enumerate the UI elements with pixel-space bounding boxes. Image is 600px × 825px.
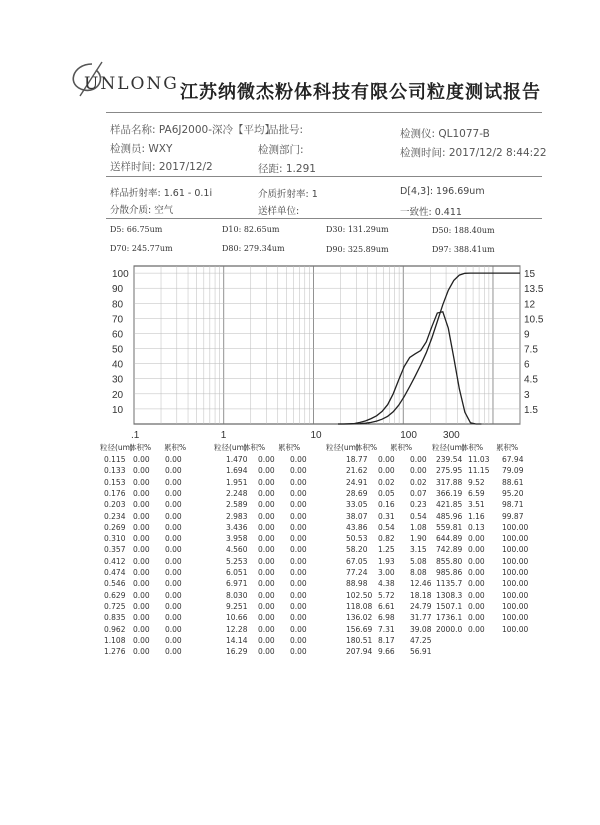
y-left-tick-label: 80: [112, 299, 124, 311]
table-cell: 1.470: [226, 455, 248, 464]
y-left-tick-label: 30: [112, 374, 124, 386]
table-cell: 100.00: [502, 624, 529, 634]
table-cell: 100.00: [502, 522, 529, 532]
table-cell: 3.00: [378, 568, 395, 577]
table-cell: 4.560: [226, 545, 248, 555]
table-cell: 21.62: [346, 466, 368, 476]
table-cell: 0.310: [104, 534, 126, 544]
table-cell: 6.61: [378, 601, 395, 611]
table-cell: 0.00: [258, 635, 275, 645]
table-cell: 7.31: [378, 624, 395, 634]
table-header-cell: 累积%: [390, 443, 413, 452]
table-cell: 0.474: [104, 568, 126, 577]
table-cell: 2000.0: [436, 624, 463, 634]
d5-value: D5: 66.75um: [110, 225, 163, 234]
table-cell: 1308.3: [436, 590, 463, 600]
table-cell: 1.276: [104, 647, 126, 657]
test-time: 检测时间: 2017/12/2 8:44:22: [400, 147, 547, 159]
table-cell: 5.72: [378, 590, 395, 600]
table-cell: 0.00: [133, 579, 150, 589]
x-tick-label: 300: [443, 430, 460, 441]
table-cell: 0.00: [133, 511, 150, 521]
table-cell: 0.00: [258, 601, 275, 611]
table-cell: 0.00: [165, 556, 182, 566]
table-cell: 33.05: [346, 500, 368, 510]
table-cell: 366.19: [436, 488, 463, 498]
d80-value: D80: 279.34um: [222, 244, 285, 253]
table-cell: 317.88: [436, 477, 463, 487]
table-cell: 0.00: [133, 500, 150, 510]
table-header-cell: 粒径(um): [432, 443, 465, 452]
dispersion-medium: 分散介质: 空气: [110, 205, 174, 216]
table-cell: 0.00: [165, 624, 182, 634]
table-cell: 24.91: [346, 477, 368, 487]
y-right-tick-label: 4.5: [524, 374, 538, 386]
table-cell: 28.69: [346, 488, 368, 498]
table-cell: 1507.1: [436, 601, 463, 611]
table-cell: 18.18: [410, 590, 432, 600]
table-cell: 0.00: [258, 466, 275, 476]
table-cell: 0.00: [133, 477, 150, 487]
table-cell: 156.69: [346, 624, 373, 634]
table-cell: 855.80: [436, 556, 463, 566]
table-cell: 31.77: [410, 613, 432, 623]
table-cell: 8.08: [410, 568, 427, 577]
table-cell: 3.51: [468, 500, 485, 510]
y-right-tick-label: 3: [524, 389, 530, 401]
table-cell: 1736.1: [436, 613, 463, 623]
table-cell: 985.86: [436, 568, 463, 577]
table-cell: 16.29: [226, 647, 248, 657]
y-left-tick-label: 100: [112, 269, 129, 281]
table-cell: 485.96: [436, 511, 463, 521]
medium-refractive-index: 介质折射率: 1: [258, 189, 318, 200]
table-cell: 0.176: [104, 488, 126, 498]
table-cell: 0.133: [104, 466, 126, 476]
table-cell: 0.00: [468, 568, 485, 577]
table-cell: 2.248: [226, 488, 248, 498]
params-rule: [106, 218, 542, 219]
table-cell: 47.25: [410, 635, 432, 645]
header-rule: [106, 112, 542, 113]
y-left-tick-label: 50: [112, 344, 124, 356]
sample-refractive-index: 样品折射率: 1.61 - 0.1i: [110, 188, 213, 199]
table-cell: 10.66: [226, 613, 248, 623]
table-header-cell: 粒径(um): [214, 443, 247, 452]
table-cell: 99.87: [502, 511, 524, 521]
x-tick-label: .1: [131, 430, 140, 441]
table-cell: 239.54: [436, 455, 463, 464]
table-cell: 0.00: [165, 545, 182, 555]
table-cell: 0.54: [410, 511, 427, 521]
table-cell: 0.00: [410, 466, 427, 476]
table-cell: 0.00: [133, 590, 150, 600]
table-cell: 3.15: [410, 545, 427, 555]
table-cell: 0.00: [468, 579, 485, 589]
table-cell: 0.00: [290, 466, 307, 476]
table-cell: 0.00: [290, 455, 307, 464]
table-cell: 0.00: [133, 455, 150, 464]
table-cell: 1.90: [410, 534, 427, 544]
y-right-tick-label: 12: [524, 299, 536, 311]
d30-value: D30: 131.29um: [326, 225, 389, 234]
table-cell: 58.20: [346, 545, 368, 555]
table-cell: 644.89: [436, 534, 463, 544]
table-cell: 1135.7: [436, 579, 463, 589]
d90-value: D90: 325.89um: [326, 245, 389, 254]
table-cell: 100.00: [502, 545, 529, 555]
size-distribution-table: [100, 442, 550, 672]
table-cell: 0.00: [290, 635, 307, 645]
table-cell: 0.00: [290, 647, 307, 657]
table-cell: 0.00: [378, 455, 395, 464]
table-cell: 0.00: [290, 511, 307, 521]
y-left-tick-label: 20: [112, 389, 124, 401]
table-cell: 56.91: [410, 647, 432, 657]
logo-text: UNLONG: [84, 74, 179, 94]
table-header-cell: 粒径(um): [100, 443, 133, 452]
report-title: 江苏纳微杰粉体科技有限公司粒度测试报告: [180, 82, 541, 103]
table-cell: 0.00: [165, 488, 182, 498]
table-cell: 0.00: [290, 488, 307, 498]
table-cell: 3.436: [226, 522, 248, 532]
table-cell: 100.00: [502, 568, 529, 577]
send-time: 送样时间: 2017/12/2: [110, 161, 213, 173]
table-cell: 136.02: [346, 613, 373, 623]
x-tick-label: 10: [310, 430, 322, 441]
y-right-tick-label: 9: [524, 329, 530, 341]
table-cell: 0.00: [165, 534, 182, 544]
y-left-tick-label: 60: [112, 329, 124, 341]
table-cell: 11.03: [468, 455, 490, 464]
table-cell: 0.00: [258, 534, 275, 544]
table-cell: 0.00: [468, 556, 485, 566]
table-cell: 0.00: [165, 568, 182, 577]
table-cell: 88.61: [502, 477, 524, 487]
table-cell: 95.20: [502, 488, 524, 498]
table-cell: 67.05: [346, 556, 368, 566]
table-cell: 67.94: [502, 455, 524, 464]
table-cell: 0.00: [165, 647, 182, 657]
table-cell: 2.983: [226, 511, 248, 521]
table-cell: 0.00: [468, 545, 485, 555]
batch-no: 品批号:: [268, 124, 304, 136]
table-cell: 0.00: [133, 545, 150, 555]
table-cell: 0.00: [290, 522, 307, 532]
table-cell: 77.24: [346, 568, 368, 577]
table-cell: 38.07: [346, 511, 368, 521]
sample-name: 样品名称: PA6J2000-深冷【平均】: [110, 124, 276, 136]
table-cell: 79.09: [502, 466, 524, 476]
table-cell: 0.00: [290, 624, 307, 634]
table-header-cell: 累积%: [496, 443, 519, 452]
table-cell: 0.00: [133, 488, 150, 498]
table-cell: 0.412: [104, 556, 126, 566]
table-cell: 24.79: [410, 601, 432, 611]
table-cell: 0.00: [165, 455, 182, 464]
table-header-cell: 累积%: [278, 443, 301, 452]
x-tick-label: 1: [220, 430, 227, 441]
table-cell: 0.00: [133, 522, 150, 532]
table-cell: 6.59: [468, 488, 485, 498]
table-cell: 0.00: [258, 500, 275, 510]
table-header-cell: 体积%: [355, 443, 378, 452]
y-left-tick-label: 70: [112, 314, 124, 326]
table-cell: 50.53: [346, 534, 368, 544]
table-cell: 0.07: [410, 488, 427, 498]
table-cell: 0.00: [258, 647, 275, 657]
table-cell: 100.00: [502, 613, 529, 623]
table-cell: 0.00: [258, 590, 275, 600]
info-rule: [106, 176, 542, 177]
table-header-cell: 累积%: [164, 443, 187, 452]
table-cell: 0.00: [165, 613, 182, 623]
table-cell: 0.00: [468, 624, 485, 634]
table-cell: 5.253: [226, 556, 248, 566]
table-cell: 0.00: [258, 545, 275, 555]
table-cell: 0.00: [290, 545, 307, 555]
table-cell: 0.00: [165, 590, 182, 600]
table-cell: 559.81: [436, 522, 463, 532]
table-cell: 0.00: [133, 613, 150, 623]
table-cell: 1.108: [104, 635, 126, 645]
table-cell: 12.28: [226, 624, 248, 634]
table-cell: 8.030: [226, 590, 248, 600]
table-cell: 0.00: [258, 522, 275, 532]
table-cell: 0.00: [165, 522, 182, 532]
table-cell: 3.958: [226, 534, 248, 544]
y-right-tick-label: 15: [524, 269, 536, 281]
table-cell: 0.00: [133, 466, 150, 476]
table-cell: 100.00: [502, 590, 529, 600]
table-cell: 0.725: [104, 601, 126, 611]
table-cell: 9.52: [468, 477, 485, 487]
table-cell: 0.00: [258, 613, 275, 623]
table-cell: 0.00: [258, 511, 275, 521]
table-cell: 0.00: [290, 534, 307, 544]
table-cell: 0.00: [133, 647, 150, 657]
table-header-cell: 体积%: [243, 443, 266, 452]
table-cell: 11.15: [468, 466, 490, 476]
table-cell: 180.51: [346, 635, 373, 645]
table-cell: 0.00: [258, 568, 275, 577]
diameter-span: 径距: 1.291: [258, 163, 316, 175]
table-cell: 12.46: [410, 579, 432, 589]
table-cell: 100.00: [502, 534, 529, 544]
table-cell: 0.234: [104, 511, 126, 521]
table-cell: 0.00: [133, 534, 150, 544]
d50-value: D50: 188.40um: [432, 226, 495, 235]
table-cell: 207.94: [346, 647, 373, 657]
table-cell: 0.13: [468, 522, 485, 532]
table-cell: 98.71: [502, 500, 524, 510]
table-cell: 6.971: [226, 579, 248, 589]
table-cell: 4.38: [378, 579, 395, 589]
table-cell: 0.00: [290, 568, 307, 577]
instrument: 检测仪: QL1077-B: [400, 128, 490, 140]
table-cell: 0.203: [104, 500, 126, 510]
table-cell: 0.00: [133, 635, 150, 645]
y-right-tick-label: 7.5: [524, 344, 538, 356]
table-cell: 2.589: [226, 500, 248, 510]
table-header-cell: 体积%: [129, 443, 152, 452]
table-header-cell: 体积%: [461, 443, 484, 452]
table-cell: 0.00: [258, 488, 275, 498]
table-cell: 0.153: [104, 477, 126, 487]
table-cell: 0.00: [410, 455, 427, 464]
table-cell: 0.629: [104, 590, 126, 600]
y-right-tick-label: 13.5: [524, 284, 544, 296]
table-cell: 0.00: [165, 466, 182, 476]
table-cell: 0.00: [165, 579, 182, 589]
table-cell: 100.00: [502, 579, 529, 589]
table-cell: 0.54: [378, 522, 395, 532]
table-cell: 5.08: [410, 556, 427, 566]
table-cell: 0.00: [290, 613, 307, 623]
table-cell: 1.93: [378, 556, 395, 566]
table-cell: 102.50: [346, 590, 373, 600]
department: 检测部门:: [258, 144, 304, 156]
d10-value: D10: 82.65um: [222, 225, 280, 234]
table-cell: 0.00: [165, 477, 182, 487]
table-cell: 0.00: [290, 477, 307, 487]
table-cell: 0.05: [378, 488, 395, 498]
x-tick-label: 100: [400, 430, 417, 441]
particle-size-chart: [100, 258, 550, 442]
y-left-tick-label: 90: [112, 284, 124, 296]
y-left-tick-label: 40: [112, 359, 124, 371]
y-right-tick-label: 10.5: [524, 314, 544, 326]
table-cell: 0.00: [378, 466, 395, 476]
table-cell: 742.89: [436, 545, 463, 555]
table-cell: 0.00: [290, 500, 307, 510]
table-cell: 43.86: [346, 522, 368, 532]
table-cell: 0.00: [258, 556, 275, 566]
table-cell: 1.16: [468, 511, 485, 521]
table-cell: 9.66: [378, 647, 395, 657]
table-cell: 1.694: [226, 466, 248, 476]
table-cell: 0.00: [258, 624, 275, 634]
table-cell: 0.00: [133, 556, 150, 566]
table-cell: 0.00: [133, 624, 150, 634]
table-cell: 6.051: [226, 568, 248, 577]
table-cell: 0.835: [104, 613, 126, 623]
table-cell: 275.95: [436, 466, 463, 476]
d97-value: D97: 388.41um: [432, 245, 495, 254]
table-cell: 100.00: [502, 556, 529, 566]
table-cell: 100.00: [502, 601, 529, 611]
table-cell: 421.85: [436, 500, 463, 510]
table-cell: 14.14: [226, 635, 248, 645]
d43-value: D[4,3]: 196.69um: [400, 186, 485, 197]
table-cell: 1.25: [378, 545, 395, 555]
d70-value: D70: 245.77um: [110, 244, 173, 253]
table-cell: 0.00: [468, 534, 485, 544]
uniformity: 一致性: 0.411: [400, 207, 462, 218]
table-cell: 0.962: [104, 624, 126, 634]
table-cell: 0.00: [258, 455, 275, 464]
table-cell: 0.357: [104, 545, 126, 555]
table-cell: 1.08: [410, 522, 427, 532]
table-cell: 0.82: [378, 534, 395, 544]
table-cell: 0.31: [378, 511, 395, 521]
table-cell: 0.00: [290, 556, 307, 566]
table-cell: 1.951: [226, 477, 248, 487]
operator: 检测员: WXY: [110, 143, 173, 155]
table-cell: 0.02: [378, 477, 395, 487]
table-cell: 0.115: [104, 455, 126, 464]
table-cell: 0.00: [468, 613, 485, 623]
table-cell: 0.00: [468, 601, 485, 611]
table-cell: 0.00: [290, 601, 307, 611]
table-cell: 0.00: [290, 579, 307, 589]
table-cell: 0.00: [165, 601, 182, 611]
table-cell: 0.00: [165, 500, 182, 510]
table-cell: 0.00: [468, 590, 485, 600]
table-cell: 0.00: [258, 477, 275, 487]
table-cell: 39.08: [410, 624, 432, 634]
y-left-tick-label: 10: [112, 404, 124, 416]
table-cell: 9.251: [226, 601, 248, 611]
y-right-tick-label: 6: [524, 359, 530, 371]
table-cell: 0.16: [378, 500, 395, 510]
table-header-cell: 粒径(um): [326, 443, 359, 452]
table-cell: 0.00: [133, 568, 150, 577]
table-cell: 118.08: [346, 601, 373, 611]
table-cell: 0.546: [104, 579, 126, 589]
table-cell: 0.00: [290, 590, 307, 600]
table-cell: 18.77: [346, 455, 368, 464]
table-cell: 0.00: [133, 601, 150, 611]
table-cell: 0.00: [258, 579, 275, 589]
table-cell: 88.98: [346, 579, 368, 589]
table-cell: 6.98: [378, 613, 395, 623]
table-cell: 8.17: [378, 635, 395, 645]
table-cell: 0.269: [104, 522, 126, 532]
distribution-curve: [338, 312, 481, 424]
table-cell: 0.00: [165, 511, 182, 521]
sender-unit: 送样单位:: [258, 206, 300, 217]
table-cell: 0.00: [165, 635, 182, 645]
table-cell: 0.02: [410, 477, 427, 487]
table-cell: 0.23: [410, 500, 427, 510]
y-right-tick-label: 1.5: [524, 404, 538, 416]
